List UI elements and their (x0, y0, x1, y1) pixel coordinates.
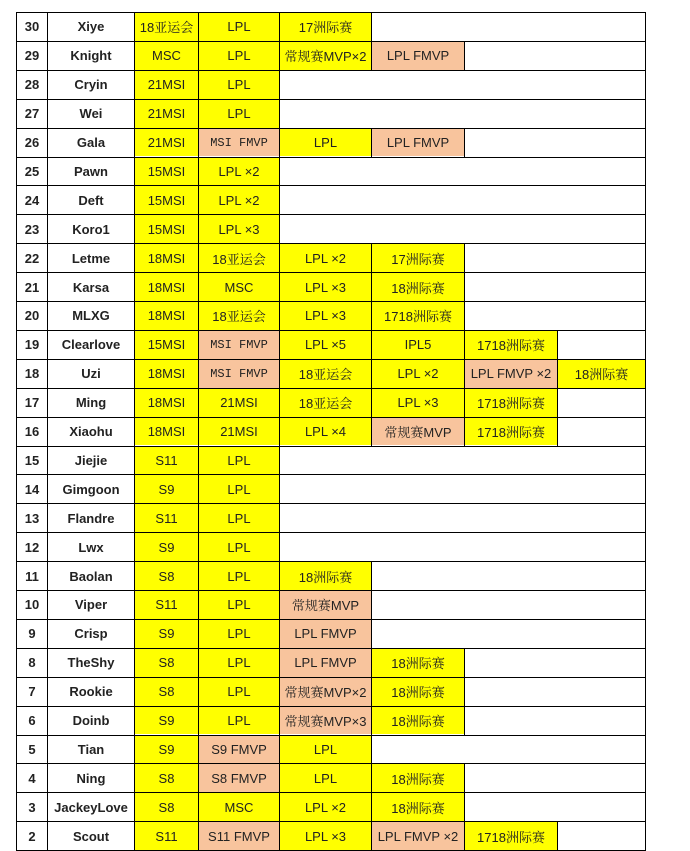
honor-cell-title: 常规赛MVP×2 (280, 42, 371, 70)
cell-divider (198, 157, 199, 187)
cell-divider (198, 41, 199, 71)
rank-cell: 10 (24, 597, 40, 613)
honor-cell-title: 18洲际赛 (372, 764, 464, 792)
player-name-cell: Crisp (74, 626, 108, 642)
rank-cell: 29 (24, 48, 40, 64)
cell-divider (279, 359, 280, 389)
row-divider (16, 821, 646, 822)
honor-cell-title: LPL (199, 620, 279, 648)
cell-divider (371, 128, 372, 158)
cell-divider (198, 561, 199, 591)
cell-divider (279, 648, 280, 678)
row-divider (16, 417, 646, 418)
cell-divider (557, 821, 558, 851)
honor-cell-title: LPL ×2 (372, 360, 464, 388)
row-divider (16, 243, 646, 244)
cell-divider (279, 12, 280, 42)
rank-cell: 24 (24, 192, 40, 208)
column-divider (645, 12, 646, 851)
player-name-cell: Viper (74, 597, 108, 613)
honor-cell-title: S9 (135, 533, 198, 561)
honor-cell-mvp: LPL FMVP ×2 (372, 822, 464, 850)
cell-divider (198, 128, 199, 158)
honor-cell-title: LPL ×2 (280, 793, 371, 821)
player-name-cell: Pawn (74, 163, 108, 179)
honor-cell-title: LPL (199, 649, 279, 677)
row-divider (16, 185, 646, 186)
honor-cell-title: 18MSI (135, 273, 198, 301)
honor-cell-title: 21MSI (135, 71, 198, 99)
cell-divider (279, 243, 280, 273)
cell-divider (371, 417, 372, 447)
row-divider (16, 648, 646, 649)
cell-divider (198, 388, 199, 418)
row-divider (16, 330, 646, 331)
cell-divider (279, 41, 280, 71)
honor-cell-mvp: S8 FMVP (199, 764, 279, 792)
honor-cell-title: LPL ×5 (280, 331, 371, 359)
cell-divider (279, 763, 280, 793)
honor-cell-title: 21MSI (135, 100, 198, 128)
rank-cell: 30 (24, 19, 40, 35)
row-divider (16, 561, 646, 562)
player-name-cell: Gimgoon (62, 481, 120, 497)
cell-divider (279, 706, 280, 736)
honor-cell-title: LPL (199, 533, 279, 561)
honor-cell-title: 18洲际赛 (372, 793, 464, 821)
honor-cell-mvp: S11 FMVP (199, 822, 279, 850)
player-name-cell: Scout (72, 828, 110, 844)
honor-cell-title: LPL (199, 707, 279, 735)
cell-divider (279, 446, 280, 476)
honor-cell-title: LPL ×3 (280, 302, 371, 330)
player-name-cell: TheShy (67, 655, 115, 671)
player-name-cell: Knight (70, 48, 112, 64)
honor-cell-title: 17洲际赛 (280, 13, 371, 41)
honor-cell-title: S11 (135, 822, 198, 850)
honor-cell-title: 18洲际赛 (372, 707, 464, 735)
honor-cell-title: 1718洲际赛 (465, 822, 557, 850)
rank-cell: 9 (28, 626, 36, 642)
cell-divider (198, 503, 199, 533)
honor-cell-title: 21MSI (135, 129, 198, 157)
honor-cell-title: 21MSI (199, 389, 279, 417)
cell-divider (557, 359, 558, 389)
rank-cell: 17 (24, 395, 40, 411)
cell-divider (198, 763, 199, 793)
cell-divider (198, 301, 199, 331)
honor-cell-title: S9 (135, 707, 198, 735)
cell-divider (198, 648, 199, 678)
cell-divider (279, 70, 280, 100)
honor-cell-mvp: LPL FMVP ×2 (465, 360, 557, 388)
cell-divider (371, 677, 372, 707)
rank-cell: 6 (28, 713, 36, 729)
honor-cell-title: 15MSI (135, 158, 198, 186)
player-name-cell: Flandre (67, 510, 115, 526)
honor-cell-title: 15MSI (135, 215, 198, 243)
honor-cell-title: IPL5 (372, 331, 464, 359)
player-name-cell: Tian (77, 741, 105, 757)
cell-divider (371, 243, 372, 273)
cell-divider (198, 792, 199, 822)
cell-divider (279, 503, 280, 533)
honor-cell-title: LPL (199, 475, 279, 503)
rank-cell: 25 (24, 163, 40, 179)
cell-divider (371, 735, 372, 765)
rank-cell: 2 (28, 828, 36, 844)
cell-divider (279, 417, 280, 447)
column-divider (47, 12, 48, 851)
cell-divider (464, 792, 465, 822)
row-divider (16, 70, 646, 71)
honor-cell-title: 17洲际赛 (372, 244, 464, 272)
honor-cell-title: S8 (135, 649, 198, 677)
player-name-cell: Lwx (78, 539, 104, 555)
honor-cell-title: S8 (135, 793, 198, 821)
cell-divider (279, 821, 280, 851)
row-divider (16, 272, 646, 273)
player-name-cell: Doinb (72, 713, 110, 729)
cell-divider (371, 648, 372, 678)
cell-divider (371, 763, 372, 793)
row-divider (16, 792, 646, 793)
cell-divider (198, 590, 199, 620)
cell-divider (198, 706, 199, 736)
player-name-cell: Ming (75, 395, 107, 411)
cell-divider (198, 417, 199, 447)
rank-cell: 11 (25, 568, 39, 584)
cell-divider (279, 185, 280, 215)
honor-cell-title: 18洲际赛 (280, 562, 371, 590)
honor-cell-title: LPL ×2 (199, 158, 279, 186)
player-name-cell: Gala (76, 135, 106, 151)
honor-cell-title: 18亚运会 (280, 389, 371, 417)
row-divider (16, 12, 646, 13)
player-name-cell: Ning (76, 770, 106, 786)
cell-divider (198, 532, 199, 562)
cell-divider (279, 532, 280, 562)
honor-cell-mvp: MSI FMVP (199, 331, 279, 359)
cell-divider (198, 99, 199, 129)
cell-divider (198, 474, 199, 504)
cell-divider (371, 359, 372, 389)
honor-cell-title: S9 (135, 620, 198, 648)
rank-cell: 18 (24, 366, 40, 382)
cell-divider (198, 243, 199, 273)
player-name-cell: Xiye (77, 19, 105, 35)
honor-cell-title: S8 (135, 764, 198, 792)
cell-divider (464, 821, 465, 851)
row-divider (16, 99, 646, 100)
cell-divider (198, 735, 199, 765)
honor-cell-title: LPL (280, 129, 371, 157)
rank-cell: 8 (28, 655, 36, 671)
cell-divider (464, 41, 465, 71)
column-divider (134, 12, 135, 851)
rank-cell: 14 (24, 481, 40, 497)
player-name-cell: Koro1 (72, 221, 110, 237)
row-divider (16, 532, 646, 533)
cell-divider (198, 619, 199, 649)
honor-cell-title: 18MSI (135, 244, 198, 272)
cell-divider (279, 590, 280, 620)
cell-divider (371, 301, 372, 331)
cell-divider (198, 359, 199, 389)
honor-cell-title: 18洲际赛 (558, 360, 645, 388)
honor-cell-title: LPL ×2 (280, 244, 371, 272)
cell-divider (371, 388, 372, 418)
honor-cell-mvp: 常规赛MVP (372, 418, 464, 446)
rank-cell: 27 (24, 106, 40, 122)
honor-cell-mvp: S9 FMVP (199, 736, 279, 764)
honor-cell-title: 1718洲际赛 (465, 331, 557, 359)
player-name-cell: Karsa (72, 279, 110, 295)
cell-divider (557, 417, 558, 447)
row-divider (16, 474, 646, 475)
player-name-cell: Xiaohu (69, 424, 113, 440)
rank-cell: 20 (24, 308, 40, 324)
rank-cell: 12 (24, 539, 40, 555)
honor-cell-mvp: MSI FMVP (199, 129, 279, 157)
rank-cell: 3 (28, 799, 36, 815)
honor-cell-title: 1718洲际赛 (372, 302, 464, 330)
rank-cell: 21 (24, 279, 40, 295)
honor-cell-title: 21MSI (199, 418, 279, 446)
honor-cell-title: 18洲际赛 (372, 273, 464, 301)
honor-cell-title: 18MSI (135, 389, 198, 417)
honor-cell-title: S11 (135, 504, 198, 532)
honor-cell-title: 18MSI (135, 418, 198, 446)
cell-divider (371, 590, 372, 620)
cell-divider (279, 677, 280, 707)
honor-cell-title: LPL (199, 13, 279, 41)
rank-cell: 7 (28, 684, 36, 700)
cell-divider (464, 330, 465, 360)
honor-cell-mvp: LPL FMVP (372, 42, 464, 70)
rank-cell: 23 (24, 221, 40, 237)
cell-divider (279, 99, 280, 129)
cell-divider (198, 330, 199, 360)
row-divider (16, 590, 646, 591)
player-name-cell: Jiejie (74, 452, 108, 468)
honor-cell-title: LPL ×2 (199, 186, 279, 214)
rank-cell: 5 (28, 741, 36, 757)
cell-divider (464, 243, 465, 273)
honor-cell-title: LPL (199, 42, 279, 70)
cell-divider (198, 272, 199, 302)
honor-cell-mvp: MSI FMVP (199, 360, 279, 388)
honor-cell-title: MSC (135, 42, 198, 70)
honor-cell-mvp: LPL FMVP (280, 649, 371, 677)
cell-divider (464, 359, 465, 389)
column-divider (16, 12, 17, 851)
player-name-cell: Baolan (69, 568, 113, 584)
honor-cell-title: LPL (280, 736, 371, 764)
cell-divider (464, 677, 465, 707)
honor-cell-title: 18亚运会 (199, 244, 279, 272)
rank-cell: 13 (24, 510, 40, 526)
player-name-cell: Deft (78, 192, 104, 208)
honor-cell-title: LPL ×3 (372, 389, 464, 417)
cell-divider (279, 272, 280, 302)
cell-divider (279, 388, 280, 418)
honor-cell-title: LPL (280, 764, 371, 792)
cell-divider (198, 821, 199, 851)
row-divider (16, 214, 646, 215)
row-divider (16, 735, 646, 736)
row-divider (16, 359, 646, 360)
cell-divider (464, 763, 465, 793)
player-name-cell: MLXG (72, 308, 110, 324)
honor-cell-title: LPL ×3 (280, 822, 371, 850)
rank-cell: 26 (24, 135, 40, 151)
cell-divider (464, 648, 465, 678)
honor-cell-title: 1718洲际赛 (465, 418, 557, 446)
honor-cell-title: LPL (199, 591, 279, 619)
row-divider (16, 128, 646, 129)
honor-cell-title: S9 (135, 475, 198, 503)
honor-cell-title: LPL (199, 504, 279, 532)
cell-divider (464, 272, 465, 302)
player-name-cell: Cryin (74, 77, 108, 93)
player-name-cell: Uzi (81, 366, 101, 382)
cell-divider (371, 272, 372, 302)
honor-cell-title: MSC (199, 273, 279, 301)
player-name-cell: Rookie (69, 684, 113, 700)
cell-divider (279, 474, 280, 504)
cell-divider (371, 792, 372, 822)
rank-cell: 19 (24, 337, 40, 353)
cell-divider (198, 185, 199, 215)
row-divider (16, 41, 646, 42)
honor-cell-title: S9 (135, 736, 198, 764)
honor-cell-title: S11 (135, 447, 198, 475)
row-divider (16, 763, 646, 764)
player-name-cell: Clearlove (61, 337, 121, 353)
cell-divider (371, 561, 372, 591)
row-divider (16, 388, 646, 389)
honor-cell-title: LPL ×4 (280, 418, 371, 446)
cell-divider (279, 330, 280, 360)
honor-cell-title: LPL ×3 (199, 215, 279, 243)
honor-cell-mvp: LPL FMVP (280, 620, 371, 648)
cell-divider (198, 677, 199, 707)
rank-cell: 28 (24, 77, 40, 93)
cell-divider (198, 214, 199, 244)
cell-divider (371, 330, 372, 360)
honor-cell-title: 1718洲际赛 (465, 389, 557, 417)
honor-cell-title: 18MSI (135, 360, 198, 388)
row-divider (16, 503, 646, 504)
honor-cell-title: S11 (135, 591, 198, 619)
rank-cell: 4 (28, 770, 36, 786)
cell-divider (279, 157, 280, 187)
honor-cell-title: 18MSI (135, 302, 198, 330)
honor-cell-title: 18亚运会 (135, 13, 198, 41)
row-divider (16, 301, 646, 302)
honor-cell-title: 18亚运会 (280, 360, 371, 388)
honor-cell-title: S8 (135, 678, 198, 706)
cell-divider (279, 214, 280, 244)
rank-cell: 16 (24, 424, 40, 440)
player-name-cell: Letme (71, 250, 111, 266)
honor-cell-title: 15MSI (135, 331, 198, 359)
honor-cell-mvp: LPL FMVP (372, 129, 464, 157)
cell-divider (557, 330, 558, 360)
cell-divider (279, 128, 280, 158)
row-divider (16, 619, 646, 620)
honor-cell-title: LPL (199, 100, 279, 128)
row-divider (16, 677, 646, 678)
honor-cell-title: LPL ×3 (280, 273, 371, 301)
row-divider (16, 706, 646, 707)
player-name-cell: JackeyLove (54, 799, 128, 815)
rank-cell: 22 (24, 250, 40, 266)
honor-cell-title: MSC (199, 793, 279, 821)
honor-cell-title: 15MSI (135, 186, 198, 214)
rank-cell: 15 (24, 452, 40, 468)
cell-divider (371, 619, 372, 649)
honor-cell-mvp: 常规赛MVP×3 (280, 707, 371, 735)
cell-divider (198, 12, 199, 42)
cell-divider (198, 446, 199, 476)
cell-divider (371, 41, 372, 71)
honor-cell-title: 18洲际赛 (372, 678, 464, 706)
cell-divider (198, 70, 199, 100)
cell-divider (279, 792, 280, 822)
cell-divider (464, 301, 465, 331)
honor-cell-title: LPL (199, 447, 279, 475)
honor-cell-mvp: 常规赛MVP×2 (280, 678, 371, 706)
cell-divider (464, 388, 465, 418)
row-divider (16, 446, 646, 447)
cell-divider (464, 128, 465, 158)
cell-divider (279, 619, 280, 649)
cell-divider (557, 388, 558, 418)
player-name-cell: Wei (79, 106, 103, 122)
honor-cell-title: LPL (199, 562, 279, 590)
cell-divider (371, 12, 372, 42)
cell-divider (279, 735, 280, 765)
cell-divider (279, 561, 280, 591)
honor-cell-title: 18亚运会 (199, 302, 279, 330)
honor-cell-title: 18洲际赛 (372, 649, 464, 677)
cell-divider (279, 301, 280, 331)
cell-divider (464, 706, 465, 736)
honor-cell-mvp: 常规赛MVP (280, 591, 371, 619)
cell-divider (371, 706, 372, 736)
row-divider (16, 157, 646, 158)
honor-cell-title: S8 (135, 562, 198, 590)
cell-divider (464, 417, 465, 447)
honor-cell-title: LPL (199, 71, 279, 99)
honor-cell-title: LPL (199, 678, 279, 706)
cell-divider (371, 821, 372, 851)
